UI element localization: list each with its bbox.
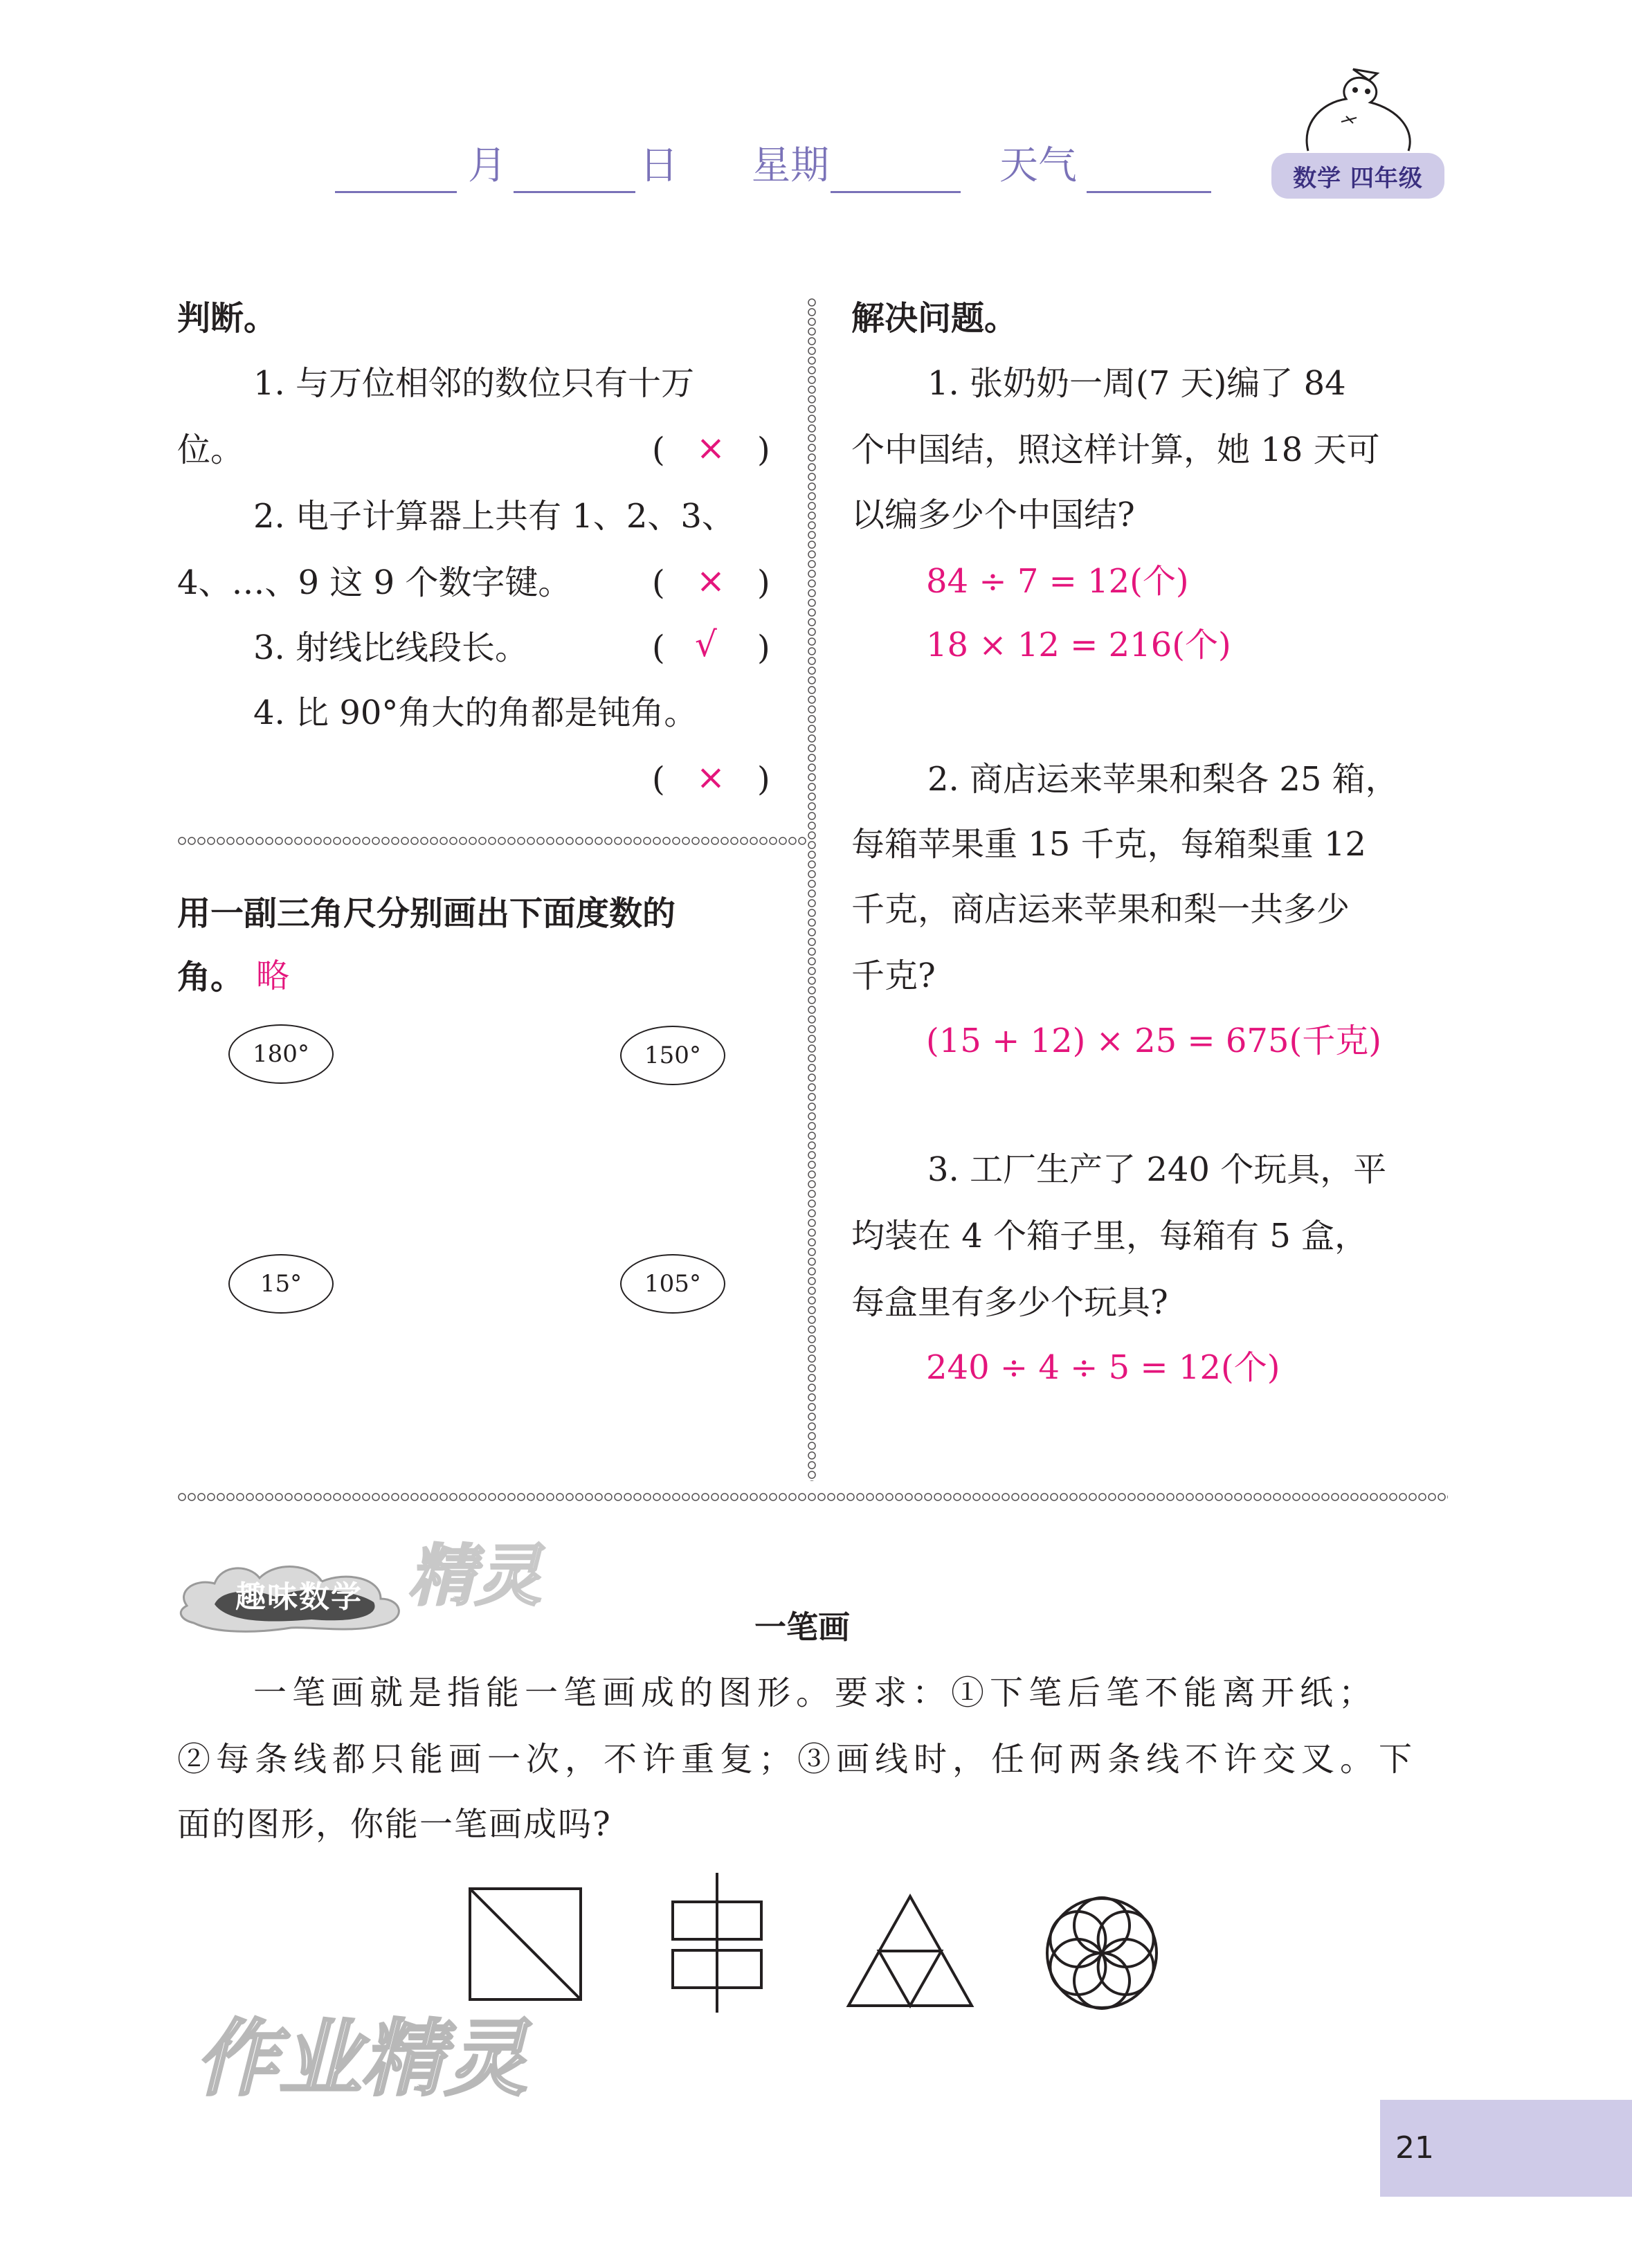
judge-title: 判断。: [177, 299, 278, 338]
judge-q4-paren-open: (: [652, 760, 665, 799]
solve-p1-line3: 以编多少个中国结?: [851, 496, 1135, 534]
fun-para-line1: 一笔画就是指能一笔画成的图形。要求：①下笔后笔不能离开纸；: [253, 1673, 1378, 1712]
left-section-divider: [177, 836, 807, 846]
fun-para-line2: ②每条线都只能画一次，不许重复；③画线时，任何两条线不许交叉。下: [177, 1740, 1418, 1779]
column-divider: [807, 298, 817, 1481]
judge-q1-paren-close: ): [757, 430, 770, 469]
judge-q2-paren-open: (: [652, 563, 665, 602]
judge-q3-paren-open: (: [652, 628, 665, 667]
solve-p2-line4: 千克?: [851, 956, 936, 995]
watermark-text: 作业精灵: [195, 2011, 527, 2107]
judge-q2-answer: ×: [696, 561, 725, 601]
judge-q3-paren-close: ): [757, 628, 770, 667]
fun-para-line3: 面的图形，你能一笔画成吗?: [177, 1805, 612, 1844]
month-label: 月: [468, 143, 507, 188]
fun-math-banner-label: 趣味数学: [235, 1579, 363, 1615]
chuan-character-shape-icon: [669, 1870, 765, 2015]
solve-p2-line3: 千克，商店运来苹果和梨一共多少: [851, 890, 1350, 929]
angle-15-label: 15°: [228, 1254, 334, 1314]
judge-q3-answer: √: [695, 624, 717, 664]
draw-answer: 略: [256, 956, 290, 995]
weekday-label: 星期: [752, 143, 829, 188]
draw-title-line2: 角。: [177, 958, 244, 997]
day-blank: [514, 191, 635, 193]
judge-q1-line2: 位。: [177, 430, 244, 469]
solve-p3-line1: 3. 工厂生产了 240 个玩具，平: [927, 1150, 1387, 1189]
weekday-blank: [831, 191, 961, 193]
judge-q1-line1: 1. 与万位相邻的数位只有十万: [253, 364, 695, 403]
solve-p2-line2: 每箱苹果重 15 千克，每箱梨重 12: [851, 825, 1366, 864]
judge-q4-line1: 4. 比 90°角大的角都是钝角。: [253, 693, 698, 732]
fun-section-title: 一笔画: [754, 1608, 850, 1646]
angle-180-label: 180°: [228, 1024, 334, 1084]
solve-p1-answer1: 84 ÷ 7 = 12(个): [926, 562, 1189, 601]
judge-q2-line1: 2. 电子计算器上共有 1、2、3、: [253, 497, 735, 536]
solve-p2-answer1: (15 + 12) × 25 = 675(千克): [926, 1022, 1381, 1060]
judge-q4-answer: ×: [696, 757, 725, 797]
judge-q2-paren-close: ): [757, 563, 770, 602]
fun-math-banner-icon: [173, 1523, 561, 1640]
triangle-in-triangle-icon: [846, 1894, 974, 2008]
flower-circle-icon: [1044, 1895, 1160, 2011]
solve-p1-line2: 个中国结，照这样计算，她 18 天可: [851, 430, 1380, 469]
weather-blank: [1087, 191, 1211, 193]
solve-p2-line1: 2. 商店运来苹果和梨各 25 箱，: [927, 760, 1399, 799]
page-number: 21: [1395, 2130, 1434, 2166]
bottom-section-divider: [177, 1492, 1448, 1502]
judge-q3-line1: 3. 射线比线段长。: [253, 628, 529, 667]
judge-q1-paren-open: (: [652, 430, 665, 469]
solve-title: 解决问题。: [851, 299, 1018, 338]
day-label: 日: [640, 143, 678, 188]
judge-q1-answer: ×: [696, 428, 725, 468]
solve-p3-line3: 每盒里有多少个玩具?: [851, 1283, 1168, 1322]
weather-label: 天气: [999, 143, 1077, 188]
mascot-icon: [1287, 61, 1426, 158]
solve-p3-line2: 均装在 4 个箱子里，每箱有 5 盒，: [851, 1217, 1368, 1255]
angle-105-label: 105°: [620, 1254, 725, 1314]
draw-title-line1: 用一副三角尺分别画出下面度数的: [177, 894, 676, 933]
month-blank: [335, 191, 457, 193]
angle-150-label: 150°: [620, 1026, 725, 1085]
square-with-diagonal-icon: [466, 1885, 584, 2003]
judge-q4-paren-close: ): [757, 760, 770, 799]
svg-text:精灵: 精灵: [408, 1537, 541, 1615]
subject-grade-badge: 数学 四年级: [1271, 153, 1444, 199]
solve-p3-answer1: 240 ÷ 4 ÷ 5 = 12(个): [926, 1348, 1280, 1387]
judge-q2-line2: 4、…、9 这 9 个数字键。: [177, 563, 572, 602]
solve-p1-line1: 1. 张奶奶一周(7 天)编了 84: [927, 364, 1346, 403]
solve-p1-answer2: 18 × 12 = 216(个): [926, 626, 1231, 664]
